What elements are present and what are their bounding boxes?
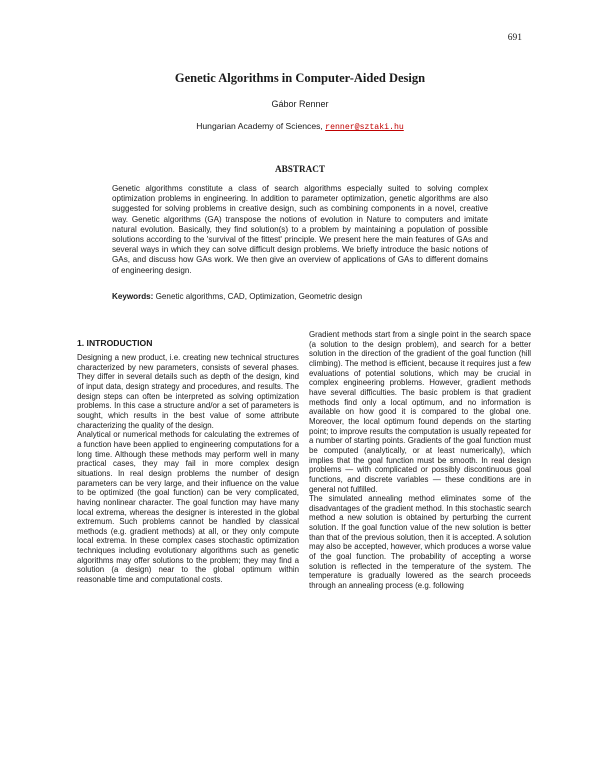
abstract-heading: ABSTRACT bbox=[274, 164, 326, 174]
intro-paragraph-2: Analytical or numerical methods for calculating the extremes of a function have been applied to engineering computations for a long time. Although these methods may perform well in many practical cases, they may fail in more complex design situations. In real design problems the number of design parameters can be very large, and their influence on the value to be optimized (the goal function) can be very complicated, having nonlinear character. The goal function may have many local extrema, whereas the designer is interested in the global extremum. Such problems cannot be handled by classical methods (e.g. gradient methods) at all, or they only compute local extrema. In these complex cases stochastic optimization techniques including evolutionary algorithms such as genetic algorithms may offer solutions to the problem; they may find a solution (a design) near to the global optimum within reasonable time and computational costs. bbox=[77, 430, 299, 585]
page-number: 691 bbox=[507, 33, 522, 43]
right-column bbox=[309, 330, 531, 591]
simulated-annealing-paragraph: The simulated annealing method eliminates some of the disadvantages of the gradient method. In this stochastic search method a new solution is obtained by perturbing the current solution. If the goal function value of the new solution is better than that of the previous solution, then it is accepted. A solution may also be accepted, however, which produces a worse value of the goal function. The probability of accepting a worse solution is reflected in the temperature of the system. The temperature is gradually lowered as the search proceeds through an annealing process (e.g. following bbox=[309, 494, 531, 591]
keywords bbox=[112, 292, 488, 301]
intro-paragraph-1: Designing a new product, i.e. creating new technical structures characterized by new parameters, consists of several phases. They differ in several details such as depth of the design, kind of input data, design strategy and procedures, and results. The design steps can often be interpreted as solving optimization problems. In this case a structure and/or a set of parameters is sought, which results in the best value of some attribute characterizing the quality of the design. bbox=[77, 353, 299, 430]
section-heading-introduction: 1. INTRODUCTION bbox=[77, 338, 153, 348]
email-link[interactable]: renner@sztaki.hu bbox=[325, 123, 404, 132]
abstract-body: Genetic algorithms constitute a class of search algorithms especially suited to solving complex optimization problems in engineering. In addition to parameter optimization, genetic algorithms are also suggested for solving problems in creative design, such as combining components in a novel, creative way. Genetic algorithms (GA) transpose the notions of evolution in Nature to computers and imitate natural evolution. Basically, they find solution(s) to a problem by maintaining a population of possible solutions according to the 'survival of the fittest' principle. We present here the main features of GAs and several ways in which they can solve difficult design problems. We briefly introduce the basic notions of GAs, and discuss how GAs work. We then give an overview of applications of GAs to different domains of engineering design. bbox=[112, 184, 488, 275]
gradient-methods-paragraph: Gradient methods start from a single point in the search space (a solution to the design problem), and search for a better solution in the direction of the gradient of the goal function (hill climbing). The method is efficient, because it requires just a few evaluations of potential solutions, which may be crucial in complex engineering problems. However, gradient methods have several difficulties. The basic problem is that gradient methods find only a local optimum, and no information is available on how good it is compared to the global one. Moreover, the local optimum found depends on the starting point; to improve results the computation is usually repeated for a number of starting points. Gradients of the goal function must be computed (analytically, or at least numerically), which implies that the goal function must be smooth. In real design problems — with complicated or possibly discontinuous goal functions, and discrete variables — these conditions are in general not fulfilled. bbox=[309, 330, 531, 494]
keywords-label: Keywords: bbox=[112, 292, 154, 301]
author-affiliation bbox=[0, 121, 600, 132]
author-name: Gábor Renner bbox=[271, 99, 329, 109]
left-column bbox=[77, 338, 299, 585]
paper-title: Genetic Algorithms in Computer-Aided Design bbox=[174, 71, 426, 85]
keywords-text: Genetic algorithms, CAD, Optimization, Geometric design bbox=[153, 292, 363, 301]
affiliation-text: Hungarian Academy of Sciences, bbox=[196, 121, 323, 131]
